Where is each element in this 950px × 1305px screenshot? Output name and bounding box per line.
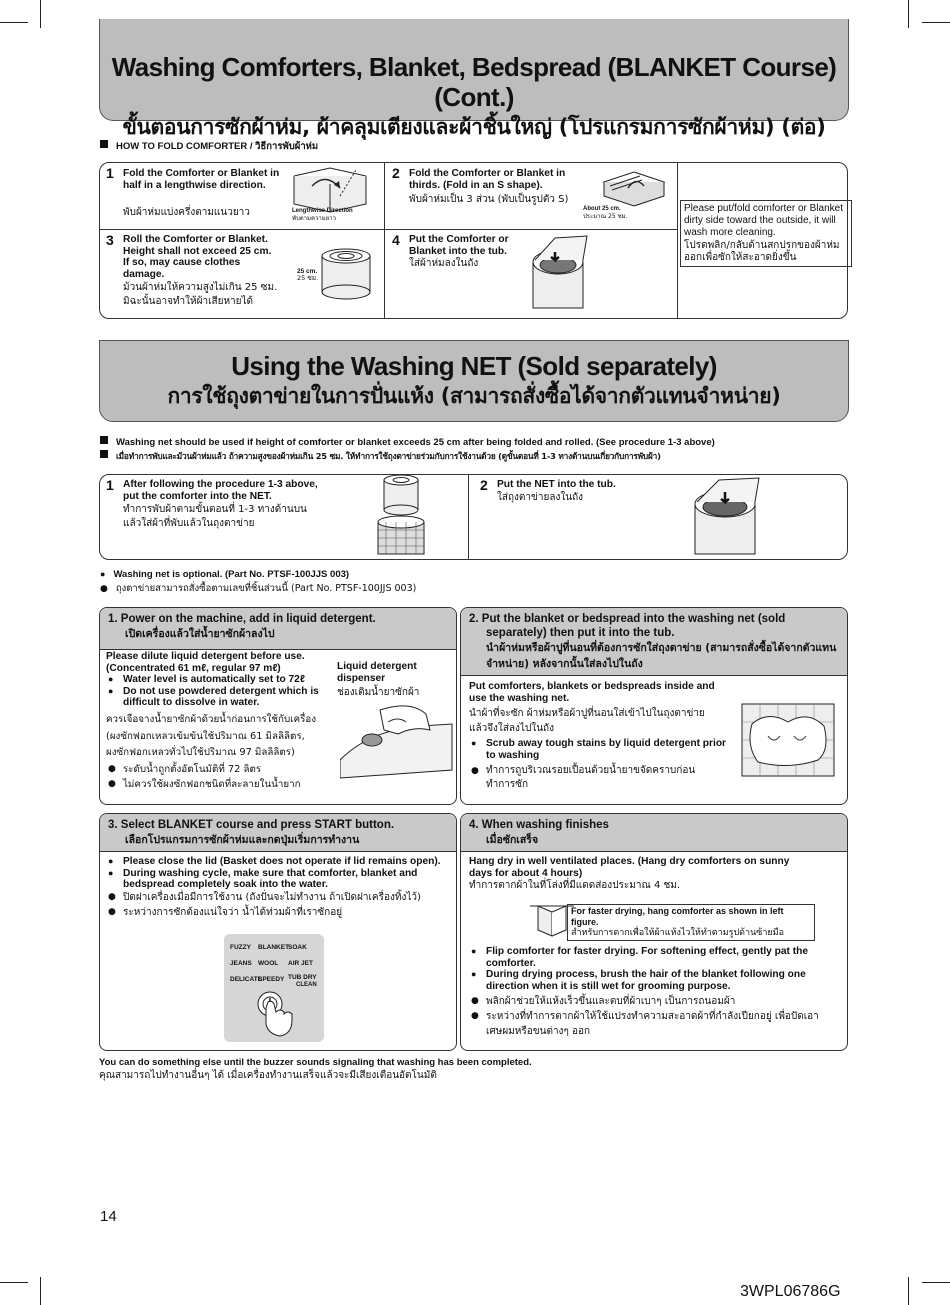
step1-thai-bullet-2: ● ไม่ควรใช้ผงซักฟอกชนิดที่ละลายในน้ำยาก [106,777,321,792]
step3-bullets [106,856,446,891]
divider [384,163,385,318]
step4-thai-bullet-2: ● ระหว่างที่ทำการตากผ้าให้ใช้แปรงทำความสะอาดผ้าที่กำลังเปียกอยู่ เพื่อปัดเอาเศษผมหรือขนต่างๆ ออก [469,1009,829,1039]
washer-tub-illustration [525,232,591,314]
step2-thai-1: นำผ้าที่จะซัก ผ้าห่มหรือผ้าปูที่นอนใส่เข้าไปในถุงตาข่าย [469,708,705,719]
divider [100,229,677,230]
crop-mark [0,1282,28,1283]
blanket-in-net-illustration [738,700,838,780]
net-optional-thai-text: ถุงตาข่ายสามารถสั่งซื้อตามเลขที่ชิ้นส่วนนี้ (Part No. PTSF-100JJS 003) [115,583,417,594]
fig-label-thai: พับตามความยาว [292,215,336,222]
step3-title-thai: เลือกโปรแกรมการซักผ้าห่มและกดปุ่มเริ่มการทำงาน [125,834,360,846]
step3-bullet-1: ● Please close the lid (Basket does not operate if lid remains open). [106,856,446,868]
rolled-blanket-illustration [318,246,374,300]
fold-heading-text: HOW TO FOLD COMFORTER / วิธีการพับผ้าห่ม [116,141,319,152]
fold-step3-text: Roll the Comforter or Blanket. Height shall not exceed 25 cm. If so, may cause clothes damage. [123,234,272,280]
step-number: 2 [392,165,400,181]
step2-bullets [469,738,729,761]
net-optional: ● Washing net is optional. (Part No. PTSF-100JJS 003) [100,569,350,580]
panel-label: WOOL [258,960,279,967]
document-code: 3WPL06786G [740,1283,841,1300]
crop-mark [40,0,41,28]
step1-title-thai: เปิดเครื่องแล้วใส่น้ำยาซักผ้าลงไป [125,628,275,640]
fold-s-shape-illustration [600,168,670,208]
control-panel-illustration [224,934,324,1042]
net-into-tub-illustration [685,474,765,558]
fold-step2-text: Fold the Comforter or Blanket in thirds. (Fold in an S shape). [409,168,566,191]
net-title: Using the Washing NET (Sold separately) [231,351,717,381]
step-number: 1 [106,165,114,181]
step3-header [100,814,456,852]
step4-thai-bullets [469,994,829,1039]
section-header-blanket [99,19,849,139]
step3-title: 3. Select BLANKET course and press START button. [108,819,395,831]
step1-thai-bullets [106,762,321,792]
net-step1-text: After following the procedure 1-3 above, put the comforter into the NET. [123,479,318,502]
step4-lead: Hang dry in well ventilated places. (Hang dry comforters on sunny days for about 4 hours) [469,856,790,879]
drying-callout [567,904,815,941]
fold-note: Please put/fold comforter or Blanket dirty side toward the outside, it will wash more cleaning. [684,203,843,238]
step1-thai-1: ควรเจือจางน้ำยาซักผ้าด้วยน้ำก่อนการใช้กับเครื่อง [106,714,317,725]
net-note [100,436,715,449]
step1-bullet-2: ● Do not use powdered detergent which is difficult to dissolve in water. [106,686,321,709]
crop-mark [922,22,950,23]
step2-bullet-1: ● Scrub away tough stains by liquid detergent prior to washing [469,738,729,761]
crop-mark [40,1277,41,1305]
drying-callout-text: For faster drying, hang comforter as shown in left figure. [571,906,784,927]
net-roll-illustration [372,474,430,560]
net-optional-thai: ● ถุงตาข่ายสามารถสั่งซื้อตามเลขที่ชิ้นส่วนนี้ (Part No. PTSF-100JJS 003) [100,583,417,594]
footer-note: You can do something else until the buzzer sounds signaling that washing has been completed. [99,1057,532,1068]
drying-callout-thai: สำหรับการตากเพื่อให้ผ้าแห้งไวให้ทำตามรูปด้านซ้ายมือ [571,928,785,938]
crop-mark [922,1282,950,1283]
step2-title: 2. Put the blanket or bedspread into the washing net (sold separately) then put it into the tub. [469,613,786,639]
fold-step3-thai-1: ม้วนผ้าห่มให้ความสูงไม่เกิน 25 ซม. [123,282,278,293]
panel-label: BLANKET [258,944,290,951]
net-note-thai-text: เมื่อทำการพับและม้วนผ้าห่มแล้ว ถ้าความสูงของผ้าห่มเกิน 25 ซม. ให้ทำการใช้ถุงตาข่ายร่วมกับการใช้งานด้วย (ดูขั้นตอนที่ 1-3 ทางด้านบนเกี่ยวกับการพับผ้า) [116,451,661,461]
page-number: 14 [100,1208,117,1225]
net-optional-text: Washing net is optional. (Part No. PTSF-100JJS 003) [113,569,350,580]
panel-label: DELICATE [230,976,263,983]
fold-step4-thai: ใส่ผ้าห่มลงในถัง [409,258,479,269]
panel-label: FUZZY [230,944,251,951]
fig-label: Lengthwise Direction [292,208,353,214]
divider [468,475,469,559]
step2-thai-bullet-1: ● ทำการถูบริเวณรอยเปื้อนด้วยน้ำยาขจัดคราบก่อนทำการซัก [469,764,709,792]
step4-title-thai: เมื่อซักเสร็จ [486,834,539,846]
fold-step4-text: Put the Comforter or Blanket into the tub. [409,234,509,257]
step4-lead-thai: ทำการตากผ้าในที่โล่งที่มีแดดส่องประมาณ 4 ชม. [469,880,681,891]
panel-label: SOAK [288,944,307,951]
net-title-thai: การใช้ถุงตาข่ายในการปั่นแห้ง (สามารถสั่งซื้อได้จากตัวแทนจำหน่าย) [167,384,781,408]
panel-label: CLEAN [296,982,317,988]
step1-thai-3: ผงซักฟอกเหลวทั่วไปใช้ปริมาณ 97 มิลลิลิตร) [106,747,295,758]
step4-bullet-1: ● Flip comforter for faster drying. For softening effect, gently pat the comforter. [469,946,814,969]
fig-label-thai: ประมาณ 25 ซม. [583,213,628,220]
fold-step2-figure-label [583,206,628,221]
fold-note-box [680,200,852,267]
fold-note-thai: โปรดพลิก/กลับด้านสกปรกของผ้าห่มออกเพื่อซักให้สะอาดยิ่งขึ้น [684,240,840,263]
fold-step2-thai: พับผ้าห่มเป็น 3 ส่วน (พับเป็นรูปตัว S) [409,194,569,205]
panel-label: AIR JET [288,960,313,967]
step-number: 4 [392,232,400,248]
footer-note-thai: คุณสามารถไปทำงานอื่นๆ ได้ เมื่อเครื่องทำงานเสร็จแล้วจะมีเสียงเตือนอัตโนมัติ [99,1070,437,1081]
net-step1-thai-2: แล้วใส่ผ้าที่พับแล้วในถุงตาข่าย [123,518,255,529]
fold-step1-figure-label [292,208,353,223]
step1-lead: Please dilute liquid detergent before use. (Concentrated 61 mℓ, regular 97 mℓ) [106,651,305,674]
net-step2-text: Put the NET into the tub. [497,479,616,490]
crop-mark [0,22,28,23]
net-step2-thai: ใส่ถุงตาข่ายลงในถัง [497,492,584,503]
net-step1-thai-1: ทำการพับผ้าตามขั้นตอนที่ 1-3 ทางด้านบน [123,504,307,515]
fold-step1-thai: พับผ้าห่มแบ่งครึ่งตามแนวยาว [123,207,250,218]
step1-bullets [106,674,321,709]
step2-header [461,608,847,676]
section-header-washing-net [99,340,849,422]
page-title: Washing Comforters, Blanket, Bedspread (BLANKET Course) (Cont.) [111,52,837,112]
step3-thai-bullets [106,890,446,920]
step3-thai-bullet-2: ● ระหว่างการซักต้องแน่ใจว่า น้ำได้ท่วมผ้าที่เราซักอยู่ [106,905,446,920]
crop-mark [908,1277,909,1305]
detergent-dispenser-label-thai: ช่องเติมน้ำยาซักผ้า [337,687,420,698]
page-title-thai: ขั้นตอนการซักผ้าห่ม, ผ้าคลุมเตียงและผ้าชิ้นใหญ่ (โปรแกรมการซักผ้าห่ม) (ต่อ) [122,115,826,139]
start-button-icon [252,990,298,1040]
net-note-thai [100,450,661,463]
step4-header [461,814,847,852]
fig-label: 25 cm. [297,268,318,275]
fold-heading [100,140,318,153]
fold-step1-text: Fold the Comforter or Blanket in half in a lengthwise direction. [123,168,280,191]
step1-title: 1. Power on the machine, add in liquid detergent. [108,613,376,625]
step4-bullets [469,946,814,992]
step2-title-thai: นำผ้าห่มหรือผ้าปูที่นอนที่ต้องการซักใส่ถุงตาข่าย (สามารถสั่งซื้อได้จากตัวแทนจำหน่าย) หลังจากนั้นใส่ลงไปในถัง [486,642,837,670]
step3-thai-bullet-1: ● ปิดฝาเครื่องเมื่อมีการใช้งาน (ถังปั่นจะไม่ทำงาน ถ้าเปิดฝาเครื่องทิ้งไว้) [106,890,446,905]
crop-mark [908,0,909,28]
step-number: 3 [106,232,114,248]
fold-step3-figure-label [297,268,318,282]
fold-step3-thai-2: มิฉะนั้นอาจทำให้ผ้าเสียหายได้ [123,296,254,307]
fig-label: About 25 cm. [583,206,621,212]
detergent-dispenser-label: Liquid detergent dispenser [337,661,417,684]
step1-bullet-1: ● Water level is automatically set to 72ℓ [106,674,321,686]
step-number: 2 [480,477,488,493]
step4-thai-bullet-1: ● พลิกผ้าช่วยให้แห้งเร็วขึ้นและตบที่ผ้าเบาๆ เป็นการถนอมผ้า [469,994,829,1009]
panel-label: JEANS [230,960,252,967]
step1-thai-2: (ผงซักฟอกเหลวเข้มข้นใช้ปริมาณ 61 มิลลิลิตร, [106,731,305,742]
step2-thai-2: แล้วจึงใส่ลงไปในถัง [469,723,554,734]
step-number: 1 [106,477,114,493]
net-note-text: Washing net should be used if height of comforter or blanket exceeds 25 cm after being folded and rolled. (See procedure 1-3 above) [116,437,715,448]
step4-title: 4. When washing finishes [469,819,609,831]
panel-label: TUB DRY [288,974,317,981]
step4-bullet-2: ● During drying process, brush the hair of the blanket following one direction when it is still wet for grooming purpose. [469,969,814,992]
step2-lead: Put comforters, blankets or bedspreads inside and use the washing net. [469,681,715,704]
fig-label-thai: 25 ซม. [297,274,319,282]
step3-bullet-2: ● During washing cycle, make sure that comforter, blanket and bedspread completely soak into the water. [106,868,446,891]
divider [677,163,678,318]
step2-thai-bullets [469,764,709,792]
step1-thai-bullet-1: ● ระดับน้ำถูกตั้งอัตโนมัติที่ 72 ลิตร [106,762,321,777]
detergent-dispenser-illustration [340,700,455,780]
panel-label: SPEEDY [258,976,285,983]
step1-header [100,608,456,650]
